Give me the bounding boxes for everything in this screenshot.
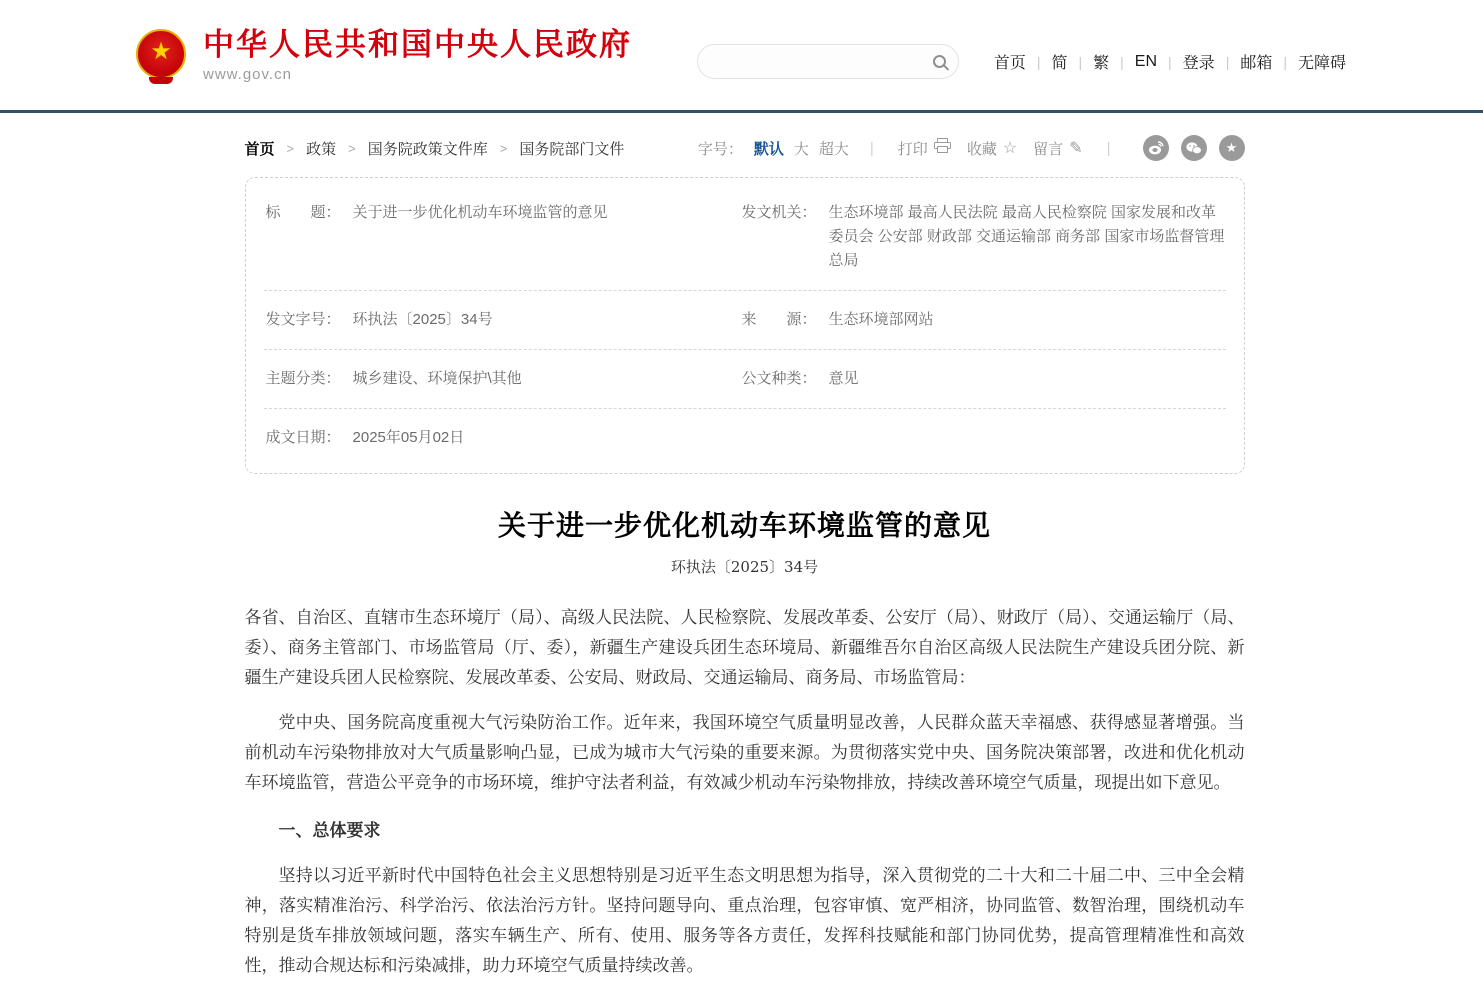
weibo-icon[interactable] (1143, 135, 1169, 161)
breadcrumb (245, 138, 625, 159)
favorite-button[interactable]: 收藏 ☆ (966, 140, 1018, 158)
meta-row-date (264, 409, 1226, 467)
site-url: www.gov.cn (203, 65, 292, 83)
meta-topic-value: 城乡建设、环境保护\其他 (352, 370, 522, 387)
meta-title-value: 关于进一步优化机动车环境监管的意见 (352, 204, 608, 221)
meta-doc-type-value: 意见 (828, 370, 859, 387)
meta-date-value: 2025年05月02日 (352, 429, 465, 446)
meta-row-number-source (264, 291, 1226, 350)
search-input[interactable] (714, 54, 933, 70)
nav-mailbox[interactable]: 邮箱 (1240, 55, 1273, 72)
document-metadata-box (245, 177, 1245, 474)
comment-button[interactable]: 留言 ✎ (1033, 140, 1083, 158)
breadcrumb-separator: > (499, 140, 508, 156)
meta-row-title-issuer (264, 184, 1226, 291)
font-size-xlarge-button[interactable]: 超大 (818, 140, 849, 158)
section-heading-1: 一、总体要求 (278, 821, 381, 840)
meta-issuer-label: 发文机关： (741, 204, 817, 221)
national-emblem-logo (135, 26, 187, 84)
printer-icon (934, 138, 951, 158)
breadcrumb-policy-library[interactable]: 国务院政策文件库 (367, 140, 488, 158)
meta-doc-type-label: 公文种类： (741, 370, 817, 387)
star-icon: ☆ (1002, 140, 1018, 157)
meta-title-label: 标 题： (265, 204, 341, 221)
pencil-icon: ✎ (1069, 140, 1083, 157)
document-title: 关于进一步优化机动车环境监管的意见 (497, 509, 991, 542)
star-share-icon[interactable]: ★ (1219, 135, 1245, 161)
meta-doc-no-value: 环执法〔2025〕34号 (352, 311, 493, 328)
nav-english[interactable]: EN (1134, 52, 1158, 70)
nav-accessibility[interactable]: 无障碍 (1297, 55, 1346, 72)
breadcrumb-separator: > (348, 140, 356, 156)
nav-login[interactable]: 登录 (1182, 55, 1215, 72)
font-size-label: 字号： (697, 140, 743, 158)
meta-issuer-value: 生态环境部 最高人民法院 最高人民检察院 国家发展和改革委员会 公安部 财政部 交通运输部 商务部 国家市场监督管理总局 (828, 204, 1225, 269)
paragraph-intro: 党中央、国务院高度重视大气污染防治工作。近年来，我国环境空气质量明显改善，人民群众蓝天幸福感、获得感显著增强。当前机动车污染物排放对大气质量影响凸显，已成为城市大气污染的重要来源。为贯彻落实党中央、国务院决策部署，改进和优化机动车环境监管，营造公平竞争的市场环境，维护守法者利益，有效减少机动车污染物排放，持续改善环境空气质量，现提出如下意见。 (244, 713, 1245, 792)
font-size-default-button[interactable]: 默认 (753, 140, 784, 158)
paragraph-section-1: 坚持以习近平新时代中国特色社会主义思想特别是习近平生态文明思想为指导，深入贯彻党的二十大和二十届二中、三中全会精神，落实精准治污、科学治污、依法治污方针。坚持问题导向、重点治理，包容审慎、宽严相济，协同监管、数智治理，围绕机动车特别是货车排放领域问题，落实车辆生产、所有、使用、服务等各方责任，发挥科技赋能和部门协同优势，提高管理精准性和高效性，推动合规达标和污染减排，助力环境空气质量持续改善。 (244, 866, 1245, 975)
site-title: 中华人民共和国中央人民政府 (203, 27, 632, 63)
top-nav: 首页 | 简 | 繁 | EN | 登录 | 邮箱 | 无障碍 (983, 50, 1357, 73)
meta-source-label: 来 源： (741, 311, 817, 328)
nav-home[interactable]: 首页 (993, 55, 1026, 72)
meta-topic-label: 主题分类： (265, 370, 341, 387)
meta-source-value: 生态环境部网站 (828, 311, 934, 328)
font-size-large-button[interactable]: 大 (793, 140, 809, 158)
breadcrumb-home[interactable]: 首页 (244, 140, 275, 158)
meta-date-label: 成文日期： (265, 429, 341, 446)
print-button[interactable]: 打印 (898, 138, 951, 159)
document-number: 环执法〔2025〕34号 (670, 558, 819, 576)
emblem-star-icon: ★ (150, 38, 172, 65)
wechat-icon[interactable] (1181, 135, 1207, 161)
meta-row-topic-type (264, 350, 1226, 409)
search-icon[interactable] (933, 55, 946, 68)
document-body (245, 603, 1245, 981)
document-toolbar: 字号： 默认 大 超大 | 打印 收藏 ☆ 留言 ✎ | ★ (698, 135, 1245, 161)
nav-simplified[interactable]: 简 (1051, 55, 1068, 72)
nav-traditional[interactable]: 繁 (1093, 55, 1110, 72)
breadcrumb-department-docs[interactable]: 国务院部门文件 (519, 140, 625, 158)
search-box[interactable] (697, 44, 959, 79)
site-header (0, 0, 1483, 113)
paragraph-salutation: 各省、自治区、直辖市生态环境厅（局）、高级人民法院、人民检察院、发展改革委、公安厅（局）、财政厅（局）、交通运输厅（局、委）、商务主管部门、市场监管局（厅、委），新疆生产建设兵团生态环境局、新疆维吾尔自治区高级人民法院生产建设兵团分院、新疆生产建设兵团人民检察院、发展改革委、公安局、财政局、交通运输局、商务局、市场监管局： (244, 608, 1245, 687)
meta-doc-no-label: 发文字号： (265, 311, 341, 328)
breadcrumb-separator: > (286, 140, 295, 156)
breadcrumb-policy[interactable]: 政策 (306, 140, 337, 158)
share-group (1131, 135, 1245, 161)
